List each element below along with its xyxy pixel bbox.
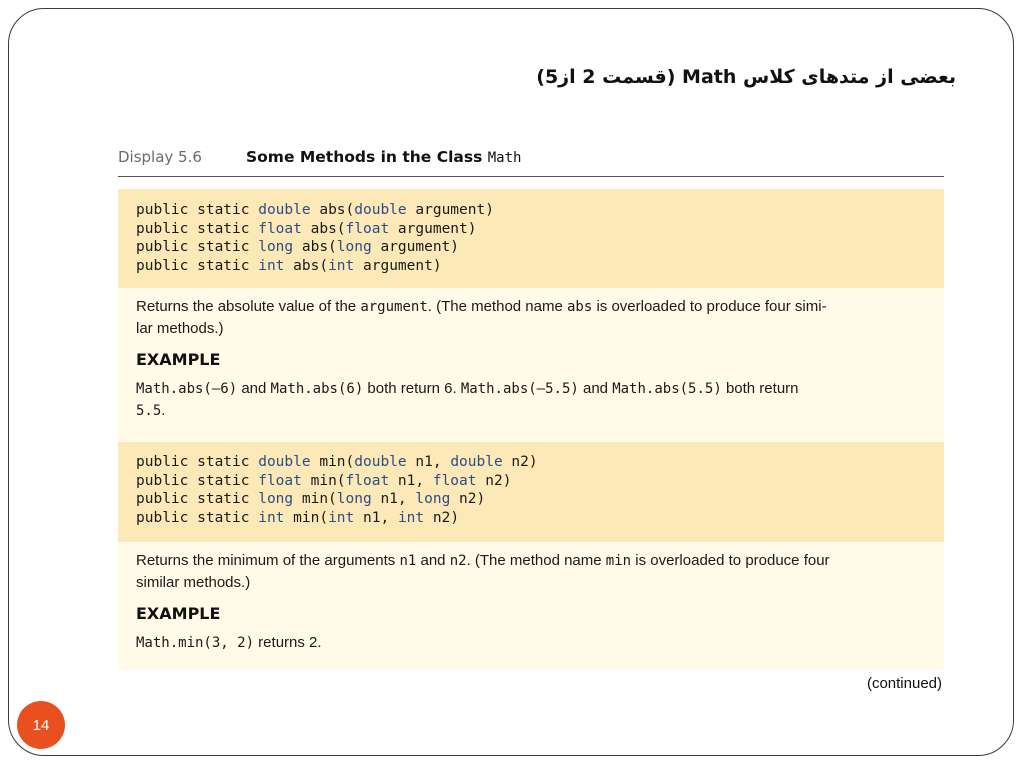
code-text: n2) — [476, 472, 512, 489]
code-text: n1, — [389, 472, 433, 489]
abs-desc-code-2: abs — [566, 299, 593, 315]
abs-code-line — [136, 201, 944, 220]
code-keyword: float — [258, 220, 302, 237]
abs-desc-text-3: is overloaded to produce four simi- — [592, 298, 827, 315]
abs-ex-code-3: Math.abs(–5.5) — [460, 381, 579, 397]
code-keyword: float — [258, 472, 302, 489]
abs-desc-code-1: argument — [360, 299, 428, 315]
abs-description-block — [118, 288, 944, 442]
code-text: abs( — [284, 257, 329, 274]
abs-ex-code-2: Math.abs(6) — [270, 381, 364, 397]
code-text: public static — [136, 239, 259, 255]
abs-ex-code-1: Math.abs(–6) — [136, 381, 238, 397]
abs-example — [136, 378, 944, 422]
abs-code-line — [136, 238, 944, 257]
code-text: min( — [284, 509, 329, 526]
min-desc-code-2: n2 — [449, 553, 467, 569]
abs-desc-text-1: Returns the absolute value of the — [136, 298, 361, 315]
code-keyword: double — [450, 454, 503, 470]
abs-code-block — [118, 189, 944, 288]
abs-ex-text-4: both return — [721, 380, 799, 397]
code-keyword: int — [328, 257, 355, 274]
code-text: public static — [136, 454, 259, 470]
code-keyword: long — [336, 491, 372, 507]
min-code-line — [136, 453, 944, 472]
abs-ex-code-5: 5.5 — [136, 403, 162, 419]
code-text: public static — [136, 491, 259, 507]
abs-desc-line-2: lar methods.) — [136, 320, 224, 337]
code-keyword: float — [345, 220, 390, 237]
abs-ex-text-3: and — [578, 380, 613, 397]
min-desc-line-2: similar methods.) — [136, 574, 251, 591]
continued-label: (continued) — [866, 675, 942, 692]
min-ex-code-1: Math.min(3, 2) — [136, 635, 255, 651]
display-label: Display 5.6 — [118, 148, 202, 166]
min-code-line — [136, 490, 944, 509]
min-ex-text-1: returns 2. — [254, 634, 322, 651]
code-text: abs( — [310, 202, 355, 218]
code-keyword: int — [397, 509, 425, 526]
code-text: public static — [136, 509, 259, 526]
code-text: n2) — [424, 509, 460, 526]
min-description-block — [118, 542, 944, 670]
code-keyword: double — [258, 202, 311, 218]
code-keyword: long — [258, 491, 294, 507]
code-keyword: float — [432, 472, 477, 489]
code-text: n2) — [450, 491, 486, 507]
code-text: argument) — [406, 202, 494, 218]
min-example-heading: EXAMPLE — [136, 604, 221, 623]
code-text: abs( — [293, 239, 337, 255]
page-number-badge: 14 — [17, 701, 65, 749]
code-keyword: long — [415, 491, 451, 507]
min-desc-text-1: Returns the minimum of the arguments — [136, 552, 400, 569]
min-desc-text-3: . (The method name — [466, 552, 606, 569]
display-header — [118, 146, 944, 177]
min-desc-text-2: and — [416, 552, 450, 569]
code-text: public static — [136, 220, 259, 237]
code-text: n1, — [354, 509, 398, 526]
code-keyword: long — [258, 239, 294, 255]
code-text: min( — [301, 472, 346, 489]
abs-description — [136, 296, 944, 340]
code-keyword: int — [328, 509, 355, 526]
code-text: n2) — [502, 454, 538, 470]
slide-title: بعضی از متدهای کلاس Math (قسمت 2 از5) — [536, 66, 956, 88]
display-title-code: Math — [487, 150, 522, 166]
code-keyword: double — [258, 454, 311, 470]
min-desc-code-1: n1 — [399, 553, 417, 569]
min-desc-code-3: min — [605, 553, 632, 569]
code-keyword: int — [258, 257, 285, 274]
code-text: public static — [136, 202, 259, 218]
min-description — [136, 550, 944, 594]
code-text: min( — [310, 454, 355, 470]
abs-code-line — [136, 257, 944, 276]
code-keyword: float — [345, 472, 390, 489]
code-keyword: int — [258, 509, 285, 526]
min-code-block — [118, 442, 944, 542]
code-text: argument) — [389, 220, 477, 237]
code-text: n1, — [406, 454, 451, 470]
abs-example-heading: EXAMPLE — [136, 350, 221, 369]
code-text: public static — [136, 472, 259, 489]
code-text: abs( — [301, 220, 346, 237]
min-desc-text-4: is overloaded to produce four — [631, 552, 830, 569]
min-example — [136, 632, 944, 654]
min-code-line — [136, 509, 944, 528]
code-keyword: double — [354, 202, 407, 218]
code-text: n1, — [371, 491, 416, 507]
display-title — [246, 148, 521, 166]
abs-ex-code-4: Math.abs(5.5) — [612, 381, 722, 397]
abs-ex-text-2: both return 6. — [363, 380, 461, 397]
abs-ex-text-1: and — [237, 380, 271, 397]
code-keyword: long — [336, 239, 372, 255]
code-text: min( — [293, 491, 337, 507]
code-text: argument) — [354, 257, 442, 274]
abs-code-line — [136, 220, 944, 239]
display-title-text: Some Methods in the Class — [246, 148, 488, 166]
abs-desc-text-2: . (The method name — [427, 298, 567, 315]
code-text: argument) — [371, 239, 460, 255]
abs-ex-text-5: . — [161, 402, 166, 419]
min-code-line — [136, 472, 944, 491]
code-keyword: double — [354, 454, 407, 470]
code-text: public static — [136, 257, 259, 274]
